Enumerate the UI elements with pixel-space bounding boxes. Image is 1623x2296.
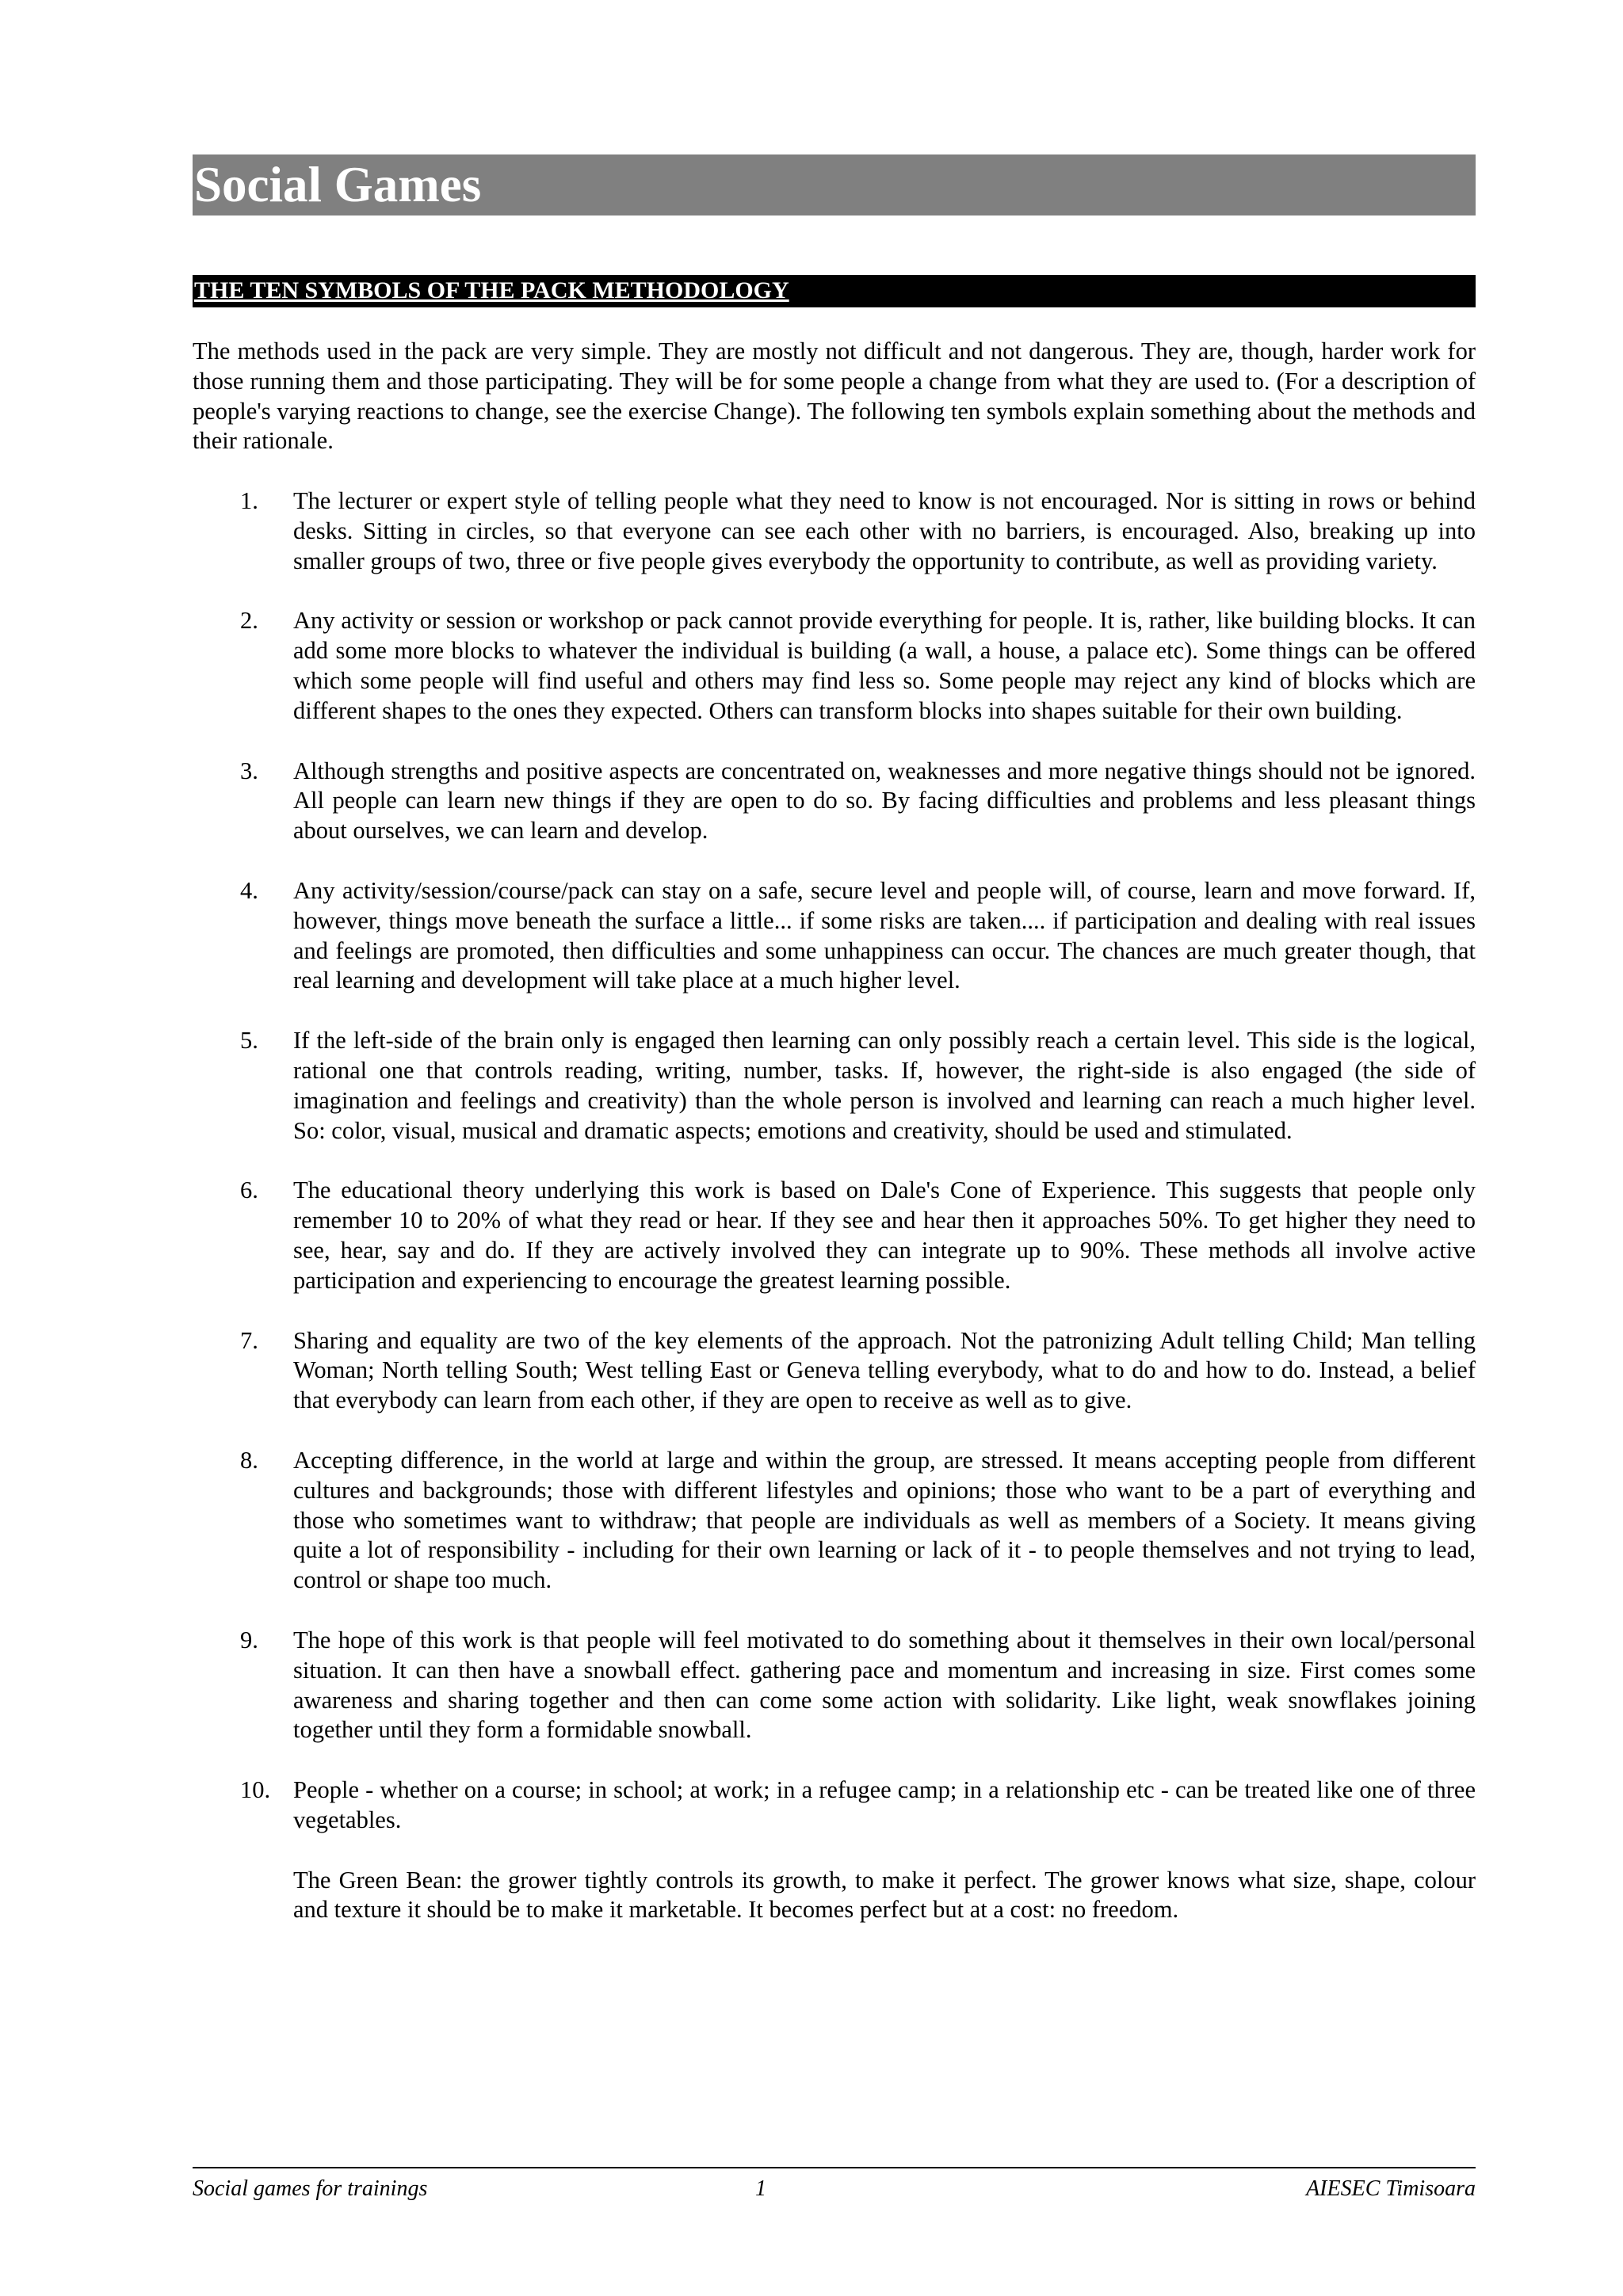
- page-footer: [193, 2175, 1476, 2206]
- list-item-text: People - whether on a course; in school; at work; in a refugee camp; in a relationship etc - can be treated like one of three vegetables.: [293, 1776, 1476, 1833]
- list-item-text: The lecturer or expert style of telling people what they need to know is not encouraged. Nor is sitting in rows or behind desks. Sitting in circles, so that everyone can see each other with no barriers, is encouraged. Also, breaking up into smaller groups of two, three or five people gives everybody the opportunity to contribute, as well as providing variety.: [293, 487, 1476, 574]
- list-item-text: Accepting difference, in the world at large and within the group, are stressed. It means accepting people from different cultures and backgrounds; those with different lifestyles and opinions; those who want to be a part of everything and those who sometimes want to withdraw; that people are individuals as well as members of a Society. It means giving quite a lot of responsibility - including for their own learning or lack of it - to people themselves and not trying to lead, control or shape too much.: [293, 1446, 1476, 1594]
- list-item-text: Any activity/session/course/pack can stay on a safe, secure level and people will, of course, learn and move forward. If, however, things move beneath the surface a little... if some risks are taken.... if participation and dealing with real issues and feelings are promoted, then difficulties and some unhappiness can occur. The chances are much greater though, that real learning and development will take place at a much higher level.: [293, 876, 1476, 994]
- list-item-text: The hope of this work is that people will feel motivated to do something about it themselves in their own local/personal situation. It can then have a snowball effect. gathering pace and momentum and increasing in size. First comes some awareness and sharing together and then can come some action with solidarity. Like light, weak snowflakes joining together until they form a formidable snowball.: [293, 1626, 1476, 1744]
- footer-document-title: Social games for trainings: [193, 2176, 428, 2201]
- section-heading: THE TEN SYMBOLS OF THE PACK METHODOLOGY: [194, 277, 789, 303]
- footer-divider: [193, 2167, 1476, 2168]
- list-item-text: If the left-side of the brain only is engaged then learning can only possibly reach a certain level. This side is the logical, rational one that controls reading, writing, number, tasks. If, however, the right-side is also engaged (the side of imagination and feelings and creativity) than the whole person is involved and learning can reach a much higher level. So: color, visual, musical and dramatic aspects; emotions and creativity, should be used and stimulated.: [293, 1027, 1476, 1144]
- list-item: [193, 876, 1476, 996]
- list-item-number: 4.: [240, 876, 258, 904]
- list-item: [193, 1626, 1476, 1745]
- list-item-number: 3.: [240, 757, 258, 784]
- list-item: [193, 1326, 1476, 1416]
- list-item-number: 9.: [240, 1626, 258, 1653]
- list-item-number: 5.: [240, 1027, 258, 1055]
- list-item: [193, 486, 1476, 576]
- list-item: [193, 1176, 1476, 1295]
- footer-page-number: 1: [755, 2176, 766, 2201]
- list-item-number: 6.: [240, 1177, 258, 1204]
- footer-organization: AIESEC Timisoara: [1306, 2176, 1476, 2201]
- section-heading-bar: [193, 275, 1476, 307]
- list-item: [193, 1775, 1476, 1925]
- list-item-number: 1.: [240, 487, 258, 514]
- list-item-text: Any activity or session or workshop or pack cannot provide everything for people. It is, rather, like building blocks. It can add some more blocks to whatever the individual is building (a wall, a house, a palace etc). Some things can be offered which some people will find useful and others may find less so. Some people may reject any kind of blocks which are different shapes to the ones they expected. Others can transform blocks into shapes suitable for their own building.: [293, 607, 1476, 724]
- list-item-text: Although strengths and positive aspects are concentrated on, weaknesses and more negative things should not be ignored. All people can learn new things if they are open to do so. By facing difficulties and problems and less pleasant things about ourselves, we can learn and develop.: [293, 757, 1476, 845]
- list-item: [193, 757, 1476, 846]
- list-item-number: 10.: [240, 1776, 271, 1804]
- page-title: Social Games: [194, 157, 482, 212]
- symbols-list: [193, 486, 1476, 1955]
- list-item-subparagraph: The Green Bean: the grower tightly controls its growth, to make it perfect. The grower knows what size, shape, colour and texture it should be to make it marketable. It becomes perfect but at a cost: no freedom.: [293, 1866, 1476, 1924]
- page-title-bar: [193, 154, 1476, 215]
- list-item-text: Sharing and equality are two of the key elements of the approach. Not the patronizing Adult telling Child; Man telling Woman; North telling South; West telling East or Geneva telling everybody, what to do and how to do. Instead, a belief that everybody can learn from each other, if they are open to receive as well as to give.: [293, 1326, 1476, 1414]
- list-item: [193, 606, 1476, 726]
- list-item: [193, 1446, 1476, 1596]
- list-item-number: 7.: [240, 1326, 258, 1354]
- list-item: [193, 1026, 1476, 1146]
- list-item-number: 8.: [240, 1446, 258, 1474]
- list-item-text: The educational theory underlying this work is based on Dale's Cone of Experience. This suggests that people only remember 10 to 20% of what they read or hear. If they see and hear then it approaches 50%. To get higher they need to see, hear, say and do. If they are actively involved they can integrate up to 90%. These methods all involve active participation and experiencing to encourage the greatest learning possible.: [293, 1177, 1476, 1294]
- intro-paragraph: The methods used in the pack are very simple. They are mostly not difficult and not dangerous. They are, though, harder work for those running them and those participating. They will be for some people a change from what they are used to. (For a description of people's varying reactions to change, see the exercise Change). The following ten symbols explain something about the methods and their rationale.: [193, 338, 1476, 455]
- list-item-number: 2.: [240, 607, 258, 635]
